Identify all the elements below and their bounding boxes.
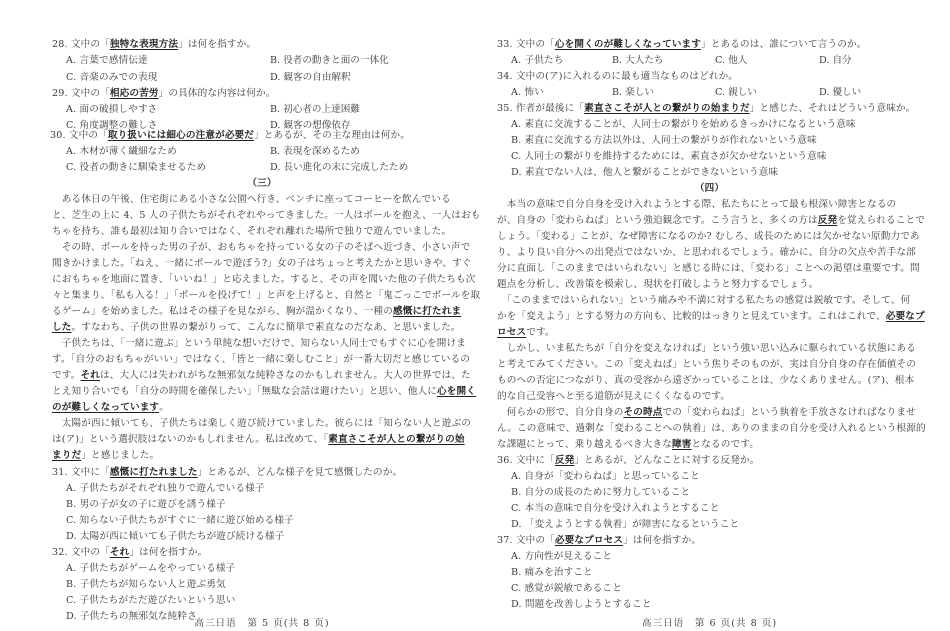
passage-line: 子供たちは、「一緒に遊ぶ」という単純な想いだけで、知らない人同士でもすぐに心を開けま <box>52 338 466 349</box>
passage-line: 本当の意味で自分自身を受け入れようとする際、私たちにとって最も根深い障害となるの <box>497 199 897 210</box>
key-phrase: 必要なプロセス <box>554 535 624 546</box>
option-36-d: D. 「変えようとする執着」が障害になるということ <box>511 519 740 530</box>
passage-line <box>52 369 471 383</box>
passage-line <box>52 385 476 399</box>
key-phrase: 必要なプ <box>885 311 925 322</box>
option-31-b: B. 男の子が女の子に遊びを誘う様子 <box>66 499 226 510</box>
option-28-a: A. 言葉で感情伝達 <box>66 55 148 66</box>
passage-line: 聞きかけました。「ねえ、一緒にボールで遊ぼう?」女の子はちょっと考えたかと思いきや、すぐ <box>52 258 472 269</box>
question-text: 」と感じた、それはどういう意味か。 <box>749 103 916 114</box>
passage-text: 」と感じました。 <box>81 450 160 461</box>
option-37-c: C. 感覚が鋭敏であること <box>511 583 622 594</box>
key-phrase: 素直さこそが人との繋がりの始まりだ <box>584 103 750 114</box>
question-text: 37. 文中の「 <box>497 535 555 546</box>
passage-text: な課題にとって、乗り越えるべき大きな <box>497 439 673 450</box>
question-30 <box>50 129 410 143</box>
exam-page-5 <box>50 0 481 631</box>
key-phrase: 感慨に打たれま <box>393 306 462 317</box>
option-29-a: A. 面の破損しやすさ <box>66 104 158 115</box>
passage-line: ある休日の午後、住宅街にある小さな公園へ行き、ベンチに座ってコーヒーを飲んでいる <box>52 194 451 205</box>
option-35-a: A. 素直に交流することが、人同士の繋がりを始めるきっかけになるという意味 <box>511 119 856 130</box>
question-37 <box>497 534 701 548</box>
section-title-4: （四） <box>694 183 725 194</box>
page-footer-6: 高三日语 第 6 页(共 8 页) <box>641 618 778 629</box>
passage-line <box>52 305 461 319</box>
question-34: 34. 文中の(ア)に入れるのに最も適当なものはどれか。 <box>497 71 739 82</box>
key-phrase: 反発 <box>554 455 575 466</box>
option-34-d: D. 優しい <box>819 87 862 98</box>
key-phrase: 心を開く <box>436 386 476 397</box>
passage-line: 分に直面し「このままではいられない」と感じる時には、「変わる」ことへの渇望は重要です。問 <box>497 263 920 274</box>
passage-line: ちゃを持ち、誰も最初は知り合いではなく、それぞれ離れた場所で独りで遊んでいました。 <box>52 226 452 237</box>
passage-line <box>497 310 925 324</box>
option-36-a: A. 自身が「変わらねば」と思っていること <box>511 471 700 482</box>
passage-line: におもちゃを地面に置き、「いいね！」と応えました。すると、その声を聞いた他の子供たちも次 <box>52 274 476 285</box>
passage-text: を覚えられることで <box>837 215 925 226</box>
passage-text: です。 <box>52 370 81 381</box>
option-35-c: C. 人同士の繋がりを維持するためには、素直さが欠かせないという意味 <box>511 151 827 162</box>
question-text: 」とあるが、その主な理由は何か。 <box>254 130 410 141</box>
passage-line: り、より良い自分への出発点ではないか、と思われるでしょう。確かに、自分の欠点や苦手な部 <box>497 247 916 258</box>
option-37-d: D. 問題を改善しようとすること <box>511 599 652 610</box>
section-title-3: （三） <box>247 178 277 189</box>
question-text: 35. 作者が最後に「 <box>497 103 585 114</box>
passage-text: となるのです。 <box>691 439 759 450</box>
option-29-c: C. 角度調整の難しさ <box>66 120 158 131</box>
option-28-d: D. 観客の自由解釈 <box>270 72 351 83</box>
key-phrase: ロセス <box>497 327 527 338</box>
passage-line: 題点を分析し、改善策を模索し、現状を打破しようと努力するでしょう。 <box>497 279 819 290</box>
passage-text: は、大人には失われがちな無邪気な純粋さなのかもしれません。大人の世界では、た <box>99 370 471 381</box>
key-phrase: 障害 <box>672 439 692 450</box>
key-phrase: 感慨に打たれました <box>109 467 198 478</box>
key-phrase: それ <box>109 547 130 558</box>
question-text: 」とあるのは、誰について言うのか。 <box>701 39 867 50</box>
option-29-d: D. 観客の想像依存 <box>270 120 351 131</box>
option-33-c: C. 他人 <box>715 55 748 66</box>
passage-text: とえ知り合いでも「自分の時間を確保したい」「無駄な会話は避けたい」と思い、他人に <box>52 386 437 397</box>
passage-line <box>497 438 759 452</box>
passage-line: す。「自分のおもちゃがいい」ではなく、「皆と一緒に楽しむこと」が一番大切だと感じているの <box>52 354 471 365</box>
passage-text: るゲーム」を始めました。私はその様子を見ながら、胸が温かくなり、一種の <box>52 306 394 317</box>
option-31-a: A. 子供たちがそれぞれ独りで遊んでいる様子 <box>66 483 265 494</box>
question-text: 」は何を指すか。 <box>623 535 702 546</box>
question-32 <box>52 546 207 560</box>
option-32-b: B. 子供たちが知らない人と遊ぶ勇気 <box>66 579 226 590</box>
option-33-a: A. 子供たち <box>511 55 564 66</box>
option-37-b: B. 痛みを治すこと <box>511 567 593 578</box>
passage-text: 何らかの形で、自分自身の <box>497 407 624 418</box>
question-31 <box>52 466 402 480</box>
key-phrase: した <box>52 322 72 333</box>
question-text: 」は何を指すか。 <box>178 39 257 50</box>
passage-line <box>52 321 461 335</box>
page-footer-5: 高三日语 第 5 页(共 8 页) <box>194 618 330 629</box>
passage-line: 々と集まり、「私も入る！」「ボールを投げて！」と声を上げると、自然と「鬼ごっこでボールを取 <box>52 290 481 301</box>
passage-line <box>497 406 916 420</box>
option-33-d: D. 自分 <box>819 55 852 66</box>
question-text: 32. 文中の「 <box>52 547 110 558</box>
key-phrase: 素直さこそが人との繋がりの始 <box>328 434 465 445</box>
option-35-d: D. 素直でない人は、他人と繋がることができないという意味 <box>511 167 779 178</box>
key-phrase: 取り扱いには細心の注意が必要だ <box>107 130 255 141</box>
passage-line: しょう。「変わる」ことが、なぜ障害になるのか? むしろ、成長のためには欠かせない原動力であ <box>497 231 920 242</box>
key-phrase: のが難しくなっています <box>52 402 160 413</box>
option-28-c: C. 音楽のみでの表現 <box>66 72 158 83</box>
question-29 <box>52 87 276 101</box>
key-phrase: まりだ <box>52 450 82 461</box>
passage-line: ん。この意味で、過剰な「変わることへの執着」は、ありのままの自分を受け入れるという根源的 <box>497 423 926 434</box>
passage-line: しかし、いま私たちが「自分を変えなければ」という強い思い込みに駆られている状態にある <box>497 343 916 354</box>
question-text: 」とあるが、どんなことに対する反発か。 <box>574 455 760 466</box>
key-phrase: 心を開くのが難しくなっています <box>554 39 702 50</box>
passage-text: 。すなわち、子供の世界の繋がりって、こんなに簡単で素直なのだなあ、と思いました。 <box>71 322 461 333</box>
passage-line: 太陽が西に傾いても、子供たちは楽しく遊び続けていました。彼らには「知らない人と遊ぶの <box>52 418 471 429</box>
option-36-c: C. 本当の意味で自分を受け入れようとすること <box>511 503 720 514</box>
passage-text: です。 <box>526 327 555 338</box>
option-35-b: B. 素直に交流する方法以外は、人同士の繋がりが作れないという意味 <box>511 135 817 146</box>
option-30-a: A. 木材が薄く繊細なため <box>66 146 177 157</box>
option-31-c: C. 知らない子供たちがすぐに一緒に遊び始める様子 <box>66 515 294 526</box>
passage-line <box>497 214 925 228</box>
passage-line <box>52 449 159 463</box>
question-text: 」とあるが、どんな様子を見て感慨したのか。 <box>197 467 403 478</box>
question-text: 」の具体的な内容は何か。 <box>158 88 276 99</box>
option-34-a: A. 怖い <box>511 87 544 98</box>
option-30-d: D. 長い進化の末に完成したため <box>270 162 409 173</box>
option-32-d: D. 子供たちの無邪気な純粋さ <box>66 611 197 622</box>
question-text: 28. 文中の「 <box>52 39 110 50</box>
exam-page-6 <box>497 0 926 631</box>
passage-text: が、自身の「変わらねば」という強迫観念です。こう言うと、多くの方は <box>497 215 818 226</box>
question-text: 29. 文中の「 <box>52 88 110 99</box>
question-text: 30. 文中の「 <box>50 130 108 141</box>
passage-line: 的な自己受容へと至る道筋が見えにくくなるのです。 <box>497 391 731 402</box>
passage-line: と考えてみてください。この「変えねば」という焦りそのものが、実は自分自身の存在価値その <box>497 359 916 370</box>
option-34-b: B. 楽しい <box>612 87 654 98</box>
question-text: 36. 文中に「 <box>497 455 555 466</box>
option-29-b: B. 初心者の上達困難 <box>270 104 360 115</box>
option-34-c: C. 親しい <box>715 87 757 98</box>
option-30-b: B. 表現を深めるため <box>270 146 360 157</box>
question-33 <box>497 38 867 52</box>
passage-text: での「変わらねば」という執着を手放さなければなりませ <box>662 407 916 418</box>
passage-line: ものへの否定につながり、真の受容から遠ざかっていることは、少なくありません。(ア)、根本 <box>497 375 915 386</box>
question-text: 31. 文中に「 <box>52 467 110 478</box>
key-phrase: その時点 <box>623 407 663 418</box>
passage-line <box>52 401 169 415</box>
option-30-c: C. 役者の動きに馴染ませるため <box>66 162 207 173</box>
option-36-b: B. 自分の成長のために努力していること <box>511 487 691 498</box>
question-35 <box>497 102 915 116</box>
question-36 <box>497 454 760 468</box>
passage-text: は(ア)」という選択肢はないのかもしれません。私は改めて、「 <box>52 434 329 445</box>
option-31-d: D. 太陽が西に傾いても子供たちが遊び続ける様子 <box>66 531 285 542</box>
passage-text: かを「変えよう」とする努力の方向も、比較的はっきりと見えています。これはこれで、 <box>497 311 886 322</box>
passage-line: その時、ボールを持った男の子が、おもちゃを持っている女の子のそばへ近づき、小さい声で <box>52 242 471 253</box>
question-text: 33. 文中の「 <box>497 39 555 50</box>
key-phrase: 反発 <box>817 215 838 226</box>
option-28-b: B. 役者の動きと面の一体化 <box>270 55 389 66</box>
passage-line: と、芝生の上に 4、5 人の子供たちがそれぞれやってきました。一人はボールを抱え、一人はおも <box>52 210 481 221</box>
passage-line: 「このままではいられない」という痛みや不満に対する私たちの感覚は鋭敏です。そして、何 <box>497 295 911 306</box>
key-phrase: 独特な表現方法 <box>109 39 179 50</box>
option-33-b: B. 大人たち <box>612 55 664 66</box>
option-37-a: A. 方向性が見えること <box>511 551 613 562</box>
key-phrase: 相応の苦労 <box>109 88 159 99</box>
question-28 <box>52 38 256 52</box>
question-text: 」は何を指すか。 <box>129 547 208 558</box>
option-32-c: C. 子供たちがただ遊びたいという思い <box>66 595 236 606</box>
passage-text: 。 <box>159 402 169 413</box>
passage-line <box>52 433 465 447</box>
option-32-a: A. 子供たちがゲームをやっている様子 <box>66 563 236 574</box>
passage-line <box>497 326 555 340</box>
key-phrase: それ <box>80 370 100 381</box>
